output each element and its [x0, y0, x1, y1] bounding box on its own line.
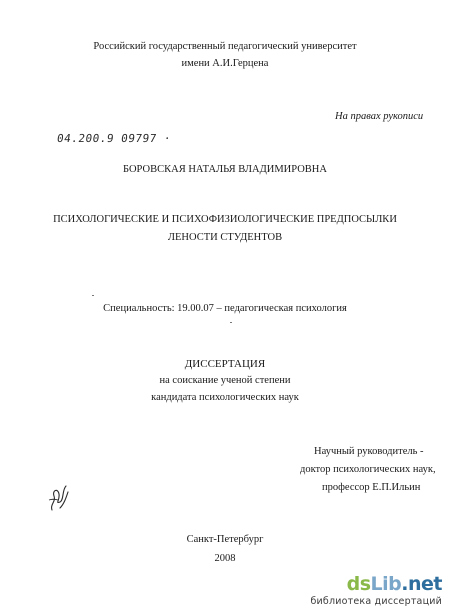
scan-speck [92, 295, 94, 296]
stamp-number-text: 04.200.9 09797 [56, 132, 158, 145]
dissertation-title-line2: ЛЕНОСТИ СТУДЕНТОВ [167, 232, 283, 243]
dslib-watermark [292, 573, 442, 609]
author-name: БОРОВСКАЯ НАТАЛЬЯ ВЛАДИМИРОВНА [123, 164, 327, 175]
dissertation-title-line1: ПСИХОЛОГИЧЕСКИЕ И ПСИХОФИЗИОЛОГИЧЕСКИЕ ПРЕДПОСЫЛКИ [53, 214, 397, 225]
dslib-logo: dsLib.net [346, 573, 442, 595]
supervisor-name: профессор Е.П.Ильин [322, 482, 421, 493]
dslib-caption: библиотека диссертаций [310, 596, 442, 607]
university-name: Российский государственный педагогический университет [93, 41, 357, 52]
degree-line2: кандидата психологических наук [151, 392, 299, 403]
stamp-tick-icon: · [155, 132, 172, 145]
manuscript-rights-note: На правах рукописи [335, 111, 424, 122]
university-dedication: имени А.И.Герцена [181, 58, 269, 69]
dissertation-heading: ДИССЕРТАЦИЯ [184, 358, 266, 370]
specialty-line: Специальность: 19.00.07 – педагогическая психология [103, 303, 347, 314]
scan-speck [230, 322, 232, 323]
year: 2008 [214, 553, 236, 564]
degree-line1: на соискание ученой степени [159, 375, 291, 386]
supervisor-label: Научный руководитель - [314, 446, 424, 457]
supervisor-degree: доктор психологических наук, [300, 464, 436, 475]
archive-stamp-number [56, 132, 172, 145]
city: Санкт-Петербург [186, 534, 264, 545]
handwritten-signature-icon [46, 482, 72, 514]
